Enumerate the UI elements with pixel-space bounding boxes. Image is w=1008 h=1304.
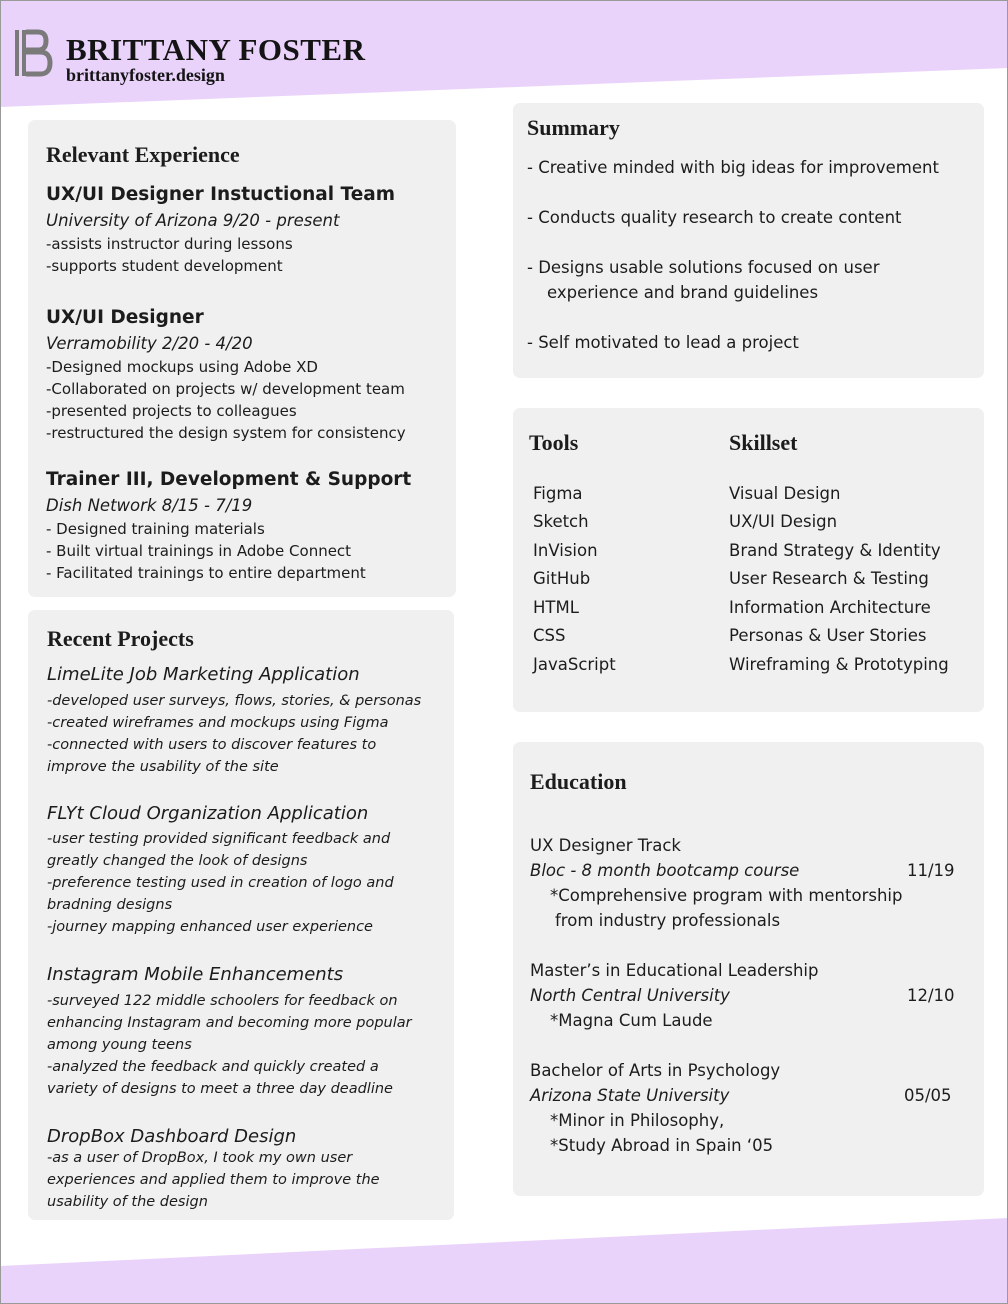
candidate-name: BRITTANY FOSTER (66, 32, 366, 67)
tools-heading: Tools (529, 430, 579, 455)
tool-item: Figma (533, 484, 583, 503)
job-bullet: -Collaborated on projects w/ development team (46, 380, 405, 398)
website-link[interactable]: brittanyfoster.design (66, 65, 225, 85)
project-detail: enhancing Instagram and becoming more popular (47, 1015, 412, 1031)
project-detail: improve the usability of the site (47, 759, 279, 775)
project-title: FLYt Cloud Organization Application (47, 803, 369, 824)
experience-card (28, 120, 456, 597)
project-detail: -user testing provided significant feedback and (47, 831, 391, 847)
tool-item: InVision (533, 541, 598, 560)
graduation-date: 11/19 (907, 861, 955, 880)
education-heading: Education (530, 769, 627, 794)
job-title: UX/UI Designer Instuctional Team (46, 184, 396, 205)
project-detail: -surveyed 122 middle schoolers for feedback on (47, 993, 398, 1009)
skill-item: User Research & Testing (729, 569, 929, 588)
education-note: *Minor in Philosophy, (550, 1111, 725, 1130)
tool-item: Sketch (533, 512, 589, 531)
summary-card (513, 103, 984, 378)
summary-item: - Designs usable solutions focused on user (527, 258, 880, 277)
skill-item: Wireframing & Prototyping (729, 655, 949, 674)
project-title: Instagram Mobile Enhancements (47, 964, 344, 985)
project-detail: usability of the design (47, 1194, 208, 1210)
project-detail: -preference testing used in creation of logo and (47, 875, 394, 891)
tool-item: GitHub (533, 569, 591, 588)
job-bullet: -restructured the design system for consistency (46, 424, 406, 442)
school-name: Bloc - 8 month bootcamp course (530, 861, 800, 880)
experience-heading: Relevant Experience (46, 142, 240, 167)
project-detail: -analyzed the feedback and quickly created a (47, 1059, 379, 1075)
tool-item: JavaScript (533, 655, 616, 674)
graduation-date: 05/05 (904, 1086, 952, 1105)
education-note: *Comprehensive program with mentorship (550, 886, 903, 905)
tool-item: CSS (533, 626, 566, 645)
skill-item: Personas & User Stories (729, 626, 927, 645)
tools-skills-card (513, 408, 984, 712)
job-bullet: -Designed mockups using Adobe XD (46, 358, 318, 376)
project-title: DropBox Dashboard Design (47, 1126, 297, 1147)
summary-item: - Self motivated to lead a project (527, 333, 799, 352)
projects-heading: Recent Projects (47, 626, 194, 651)
job-org: Verramobility 2/20 - 4/20 (46, 334, 253, 353)
project-detail: -as a user of DropBox, I took my own user (47, 1150, 353, 1166)
job-org: Dish Network 8/15 - 7/19 (46, 496, 253, 515)
education-card (513, 742, 984, 1196)
summary-heading: Summary (527, 115, 620, 140)
school-name: Arizona State University (530, 1086, 730, 1105)
project-detail: greatly changed the look of designs (47, 853, 308, 869)
project-detail: -connected with users to discover features to (47, 737, 377, 753)
project-title: LimeLite Job Marketing Application (47, 664, 360, 685)
project-detail: among young teens (47, 1037, 192, 1053)
job-org: University of Arizona 9/20 - present (46, 211, 340, 230)
project-detail: variety of designs to meet a three day deadline (47, 1081, 393, 1097)
skillset-heading: Skillset (729, 430, 798, 455)
project-detail: experiences and applied them to improve the (47, 1172, 380, 1188)
projects-card (28, 610, 454, 1220)
job-bullet: -assists instructor during lessons (46, 235, 293, 253)
job-bullet: - Designed training materials (46, 520, 265, 538)
project-detail: bradning designs (47, 897, 173, 913)
degree-name: Bachelor of Arts in Psychology (530, 1061, 781, 1080)
project-detail: -created wireframes and mockups using Figma (47, 715, 389, 731)
education-note: *Study Abroad in Spain ‘05 (550, 1136, 774, 1155)
job-title: UX/UI Designer (46, 307, 204, 328)
summary-item: - Creative minded with big ideas for improvement (527, 158, 939, 177)
monogram-logo-icon (14, 28, 54, 78)
job-bullet: -presented projects to colleagues (46, 402, 297, 420)
skill-item: UX/UI Design (729, 512, 838, 531)
school-name: North Central University (530, 986, 730, 1005)
job-bullet: -supports student development (46, 257, 283, 275)
project-detail: -developed user surveys, flows, stories, & personas (47, 693, 422, 709)
skill-item: Visual Design (729, 484, 841, 503)
project-detail: -journey mapping enhanced user experience (47, 919, 373, 935)
summary-item: - Conducts quality research to create content (527, 208, 902, 227)
education-note: from industry professionals (555, 911, 781, 930)
degree-name: UX Designer Track (530, 836, 681, 855)
skill-item: Information Architecture (729, 598, 931, 617)
graduation-date: 12/10 (907, 986, 955, 1005)
education-note: *Magna Cum Laude (550, 1011, 713, 1030)
degree-name: Master’s in Educational Leadership (530, 961, 819, 980)
tool-item: HTML (533, 598, 579, 617)
job-title: Trainer III, Development & Support (46, 469, 412, 490)
summary-item-continued: experience and brand guidelines (547, 283, 819, 302)
skill-item: Brand Strategy & Identity (729, 541, 941, 560)
job-bullet: - Built virtual trainings in Adobe Connect (46, 542, 352, 560)
job-bullet: - Facilitated trainings to entire department (46, 564, 366, 582)
